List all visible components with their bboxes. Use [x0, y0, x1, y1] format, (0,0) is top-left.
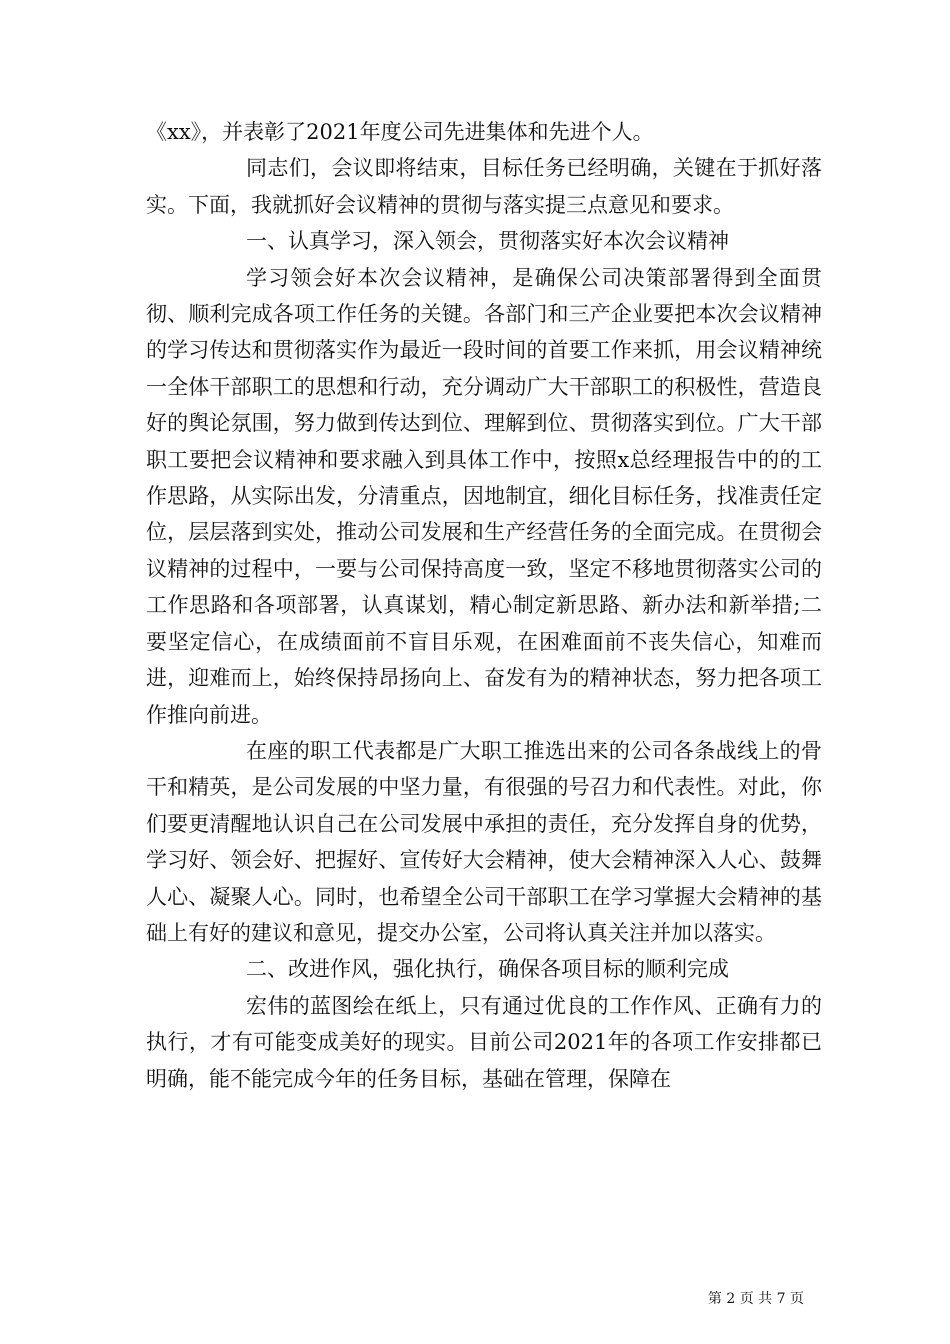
page-number-footer: 第 2 页 共 7 页: [707, 1291, 804, 1307]
paragraph-blueprint: 宏伟的蓝图绘在纸上，只有通过优良的工作作风、正确有力的执行，才有可能变成美好的现实。目前公司2021年的各项工作安排都已明确，能不能完成今年的任务目标，基础在管理，保障在: [146, 993, 822, 1091]
section-heading-1: 一、认真学习，深入领会，贯彻落实好本次会议精神: [246, 229, 729, 254]
document-body: [146, 114, 822, 1097]
paragraph-worker-representatives: 在座的职工代表都是广大职工推选出来的公司各条战线上的骨干和精英，是公司发展的中坚力量，有很强的号召力和代表性。对此，你们要更清醒地认识自己在公司发展中承担的责任，充分发挥自身的优势，学习好、领会好、把握好、宣传好大会精神，使大会精神深入人心、鼓舞人心、凝聚人心。同时，也希望全公司干部职工在学习掌握大会精神的基础上有好的建议和意见，提交办公室，公司将认真关注并加以落实。: [146, 738, 822, 945]
section-heading-2: 二、改进作风，强化执行，确保各项目标的顺利完成: [246, 957, 729, 982]
paragraph-closing-remarks: 同志们，会议即将结束，目标任务已经明确，关键在于抓好落实。下面，我就抓好会议精神的贯彻与落实提三点意见和要求。: [146, 156, 822, 217]
paragraph-study-spirit: 学习领会好本次会议精神，是确保公司决策部署得到全面贯彻、顺利完成各项工作任务的关键。各部门和三产企业要把本次会议精神的学习传达和贯彻落实作为最近一段时间的首要工作来抓，用会议精神统一全体干部职工的思想和行动，充分调动广大干部职工的积极性，营造良好的舆论氛围，努力做到传达到位、理解到位、贯彻落实到位。广大干部职工要把会议精神和要求融入到具体工作中，按照x总经理报告中的的工作思路，从实际出发，分清重点，因地制宜，细化目标任务，找准责任定位，层层落到实处，推动公司发展和生产经营任务的全面完成。在贯彻会议精神的过程中，一要与公司保持高度一致，坚定不移地贯彻落实公司的工作思路和各项部署，认真谋划，精心制定新思路、新办法和新举措;二要坚定信心，在成绩面前不盲目乐观，在困难面前不丧失信心，知难而进，迎难而上，始终保持昂扬向上、奋发有为的精神状态，努力把各项工作推向前进。: [146, 265, 822, 727]
paragraph-continuation: 《xx》，并表彰了2021年度公司先进集体和先进个人。: [146, 120, 654, 144]
